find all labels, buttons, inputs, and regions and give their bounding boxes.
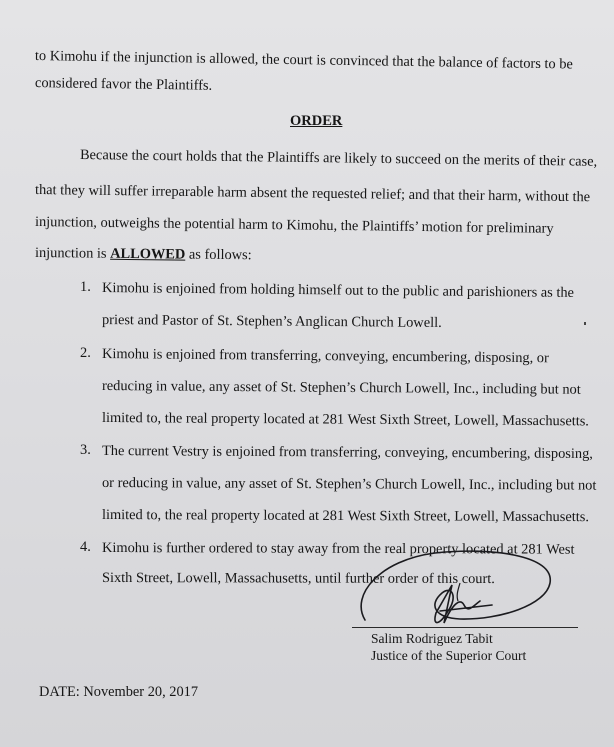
list-number: 1. [80,279,91,295]
body-text-line: to Kimohu if the injunction is allowed, the court is convinced that the balance of factors to be [34,48,573,73]
order-text-line [35,244,252,264]
order-text-line: that they will suffer irreparable harm absent the requested relief; and that their harm, without the [34,182,591,206]
judge-name: Salim Rodriguez Tabit [371,631,493,646]
list-item-line: or reducing in value, any asset of St. Stephen’s Church Lowell, Inc., including but not [101,475,597,494]
signature-line [352,627,578,628]
order-text-line: Because the court holds that the Plaintiffs are likely to succeed on the merits of their case, [79,147,598,170]
stray-mark [584,322,586,325]
list-item-line: Sixth Street, Lowell, Massachusetts, until further order of this court. [101,570,495,588]
date-line: DATE: November 20, 2017 [39,684,199,700]
list-item-line: Kimohu is enjoined from holding himself out to the public and parishioners as the [101,280,575,301]
list-number: 4. [80,539,91,555]
handwritten-signature [340,535,570,645]
list-item-line: limited to, the real property located at 281 West Sixth Street, Lowell, Massachusetts. [101,410,589,430]
body-text-line: considered favor the Plaintiffs. [34,75,213,94]
judge-title: Justice of the Superior Court [371,648,527,663]
list-item-line: priest and Pastor of St. Stephen’s Anglican Church Lowell. [101,312,442,331]
order-text-line: injunction, outweighs the potential harm to Kimohu, the Plaintiffs’ motion for preliminary [34,214,554,237]
order-text: injunction is [34,245,111,262]
list-item-line: The current Vestry is enjoined from transferring, conveying, encumbering, disposing, [101,443,593,462]
list-item-line: limited to, the real property located at 281 West Sixth Street, Lowell, Massachusetts. [101,507,589,526]
list-item-line: Kimohu is further ordered to stay away from the real property located at 281 West [101,540,575,558]
list-number: 2. [80,345,91,361]
list-item-line: reducing in value, any asset of St. Stephen’s Church Lowell, Inc., including but not [101,378,581,398]
order-text: as follows: [185,246,252,264]
list-item-line: Kimohu is enjoined from transferring, conveying, encumbering, disposing, or [101,346,549,367]
list-number: 3. [80,442,91,458]
order-heading: ORDER [290,113,343,129]
allowed-emphasis: ALLOWED [110,245,186,263]
